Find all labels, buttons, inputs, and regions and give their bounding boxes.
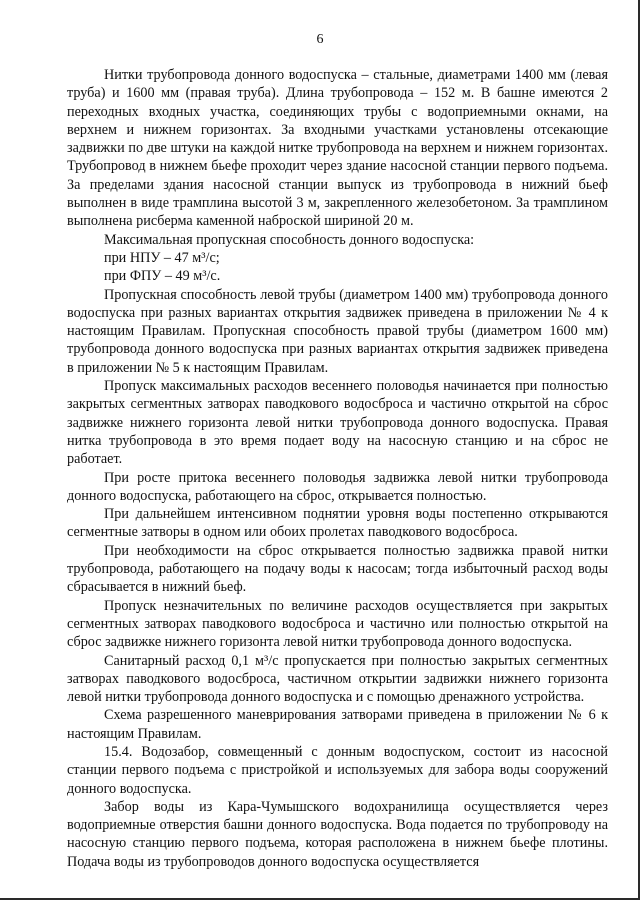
paragraph-small-flow: Пропуск незначительных по величине расходов осуществляется при закрытых сегментных затворах паводкового водосброса и частично или полностью открытой на сброс задвижке нижнего горизонта левой нитки трубопровода донного водоспуска.	[67, 597, 608, 651]
paragraph-gates-open: При дальнейшем интенсивном поднятии уровня воды постепенно открываются сегментные затворы в одном или обоих пролетах паводкового водосброса.	[67, 506, 608, 541]
paragraph-water-intake: Забор воды из Кара-Чумышского водохранилища осуществляется через водоприемные отверстия башни донного водоспуска. Вода подается по трубопроводу на насосную станцию первого подъема, которая расположена в нижнем бьефе плотины. Подача воды из трубопроводов донного водоспуска осуществляется	[67, 798, 608, 870]
capacity-npu: при НПУ – 47 м³/с;	[104, 249, 220, 266]
paragraph-pipeline-description: Нитки трубопровода донного водоспуска – стальные, диаметрами 1400 мм (левая труба) и 1600 мм (правая труба). Длина трубопровода – 152 м. В башне имеются 2 переходных входных участка, соединяющих трубы с водоприемными окнами, на верхнем и нижнем горизонтах. За входными участками установлены отсекающие задвижки по две штуки на каждой нитке трубопровода на верхнем и нижнем горизонтах. Трубопровод в нижнем бьефе проходит через здание насосной станции первого подъема. За пределами здания насосной станции выпуск из трубопровода в нижний бьеф выполнен в виде трамплина высотой 3 м, закрепленного железобетоном. За трамплином выполнена рисберма каменной наброской шириной 20 м.	[67, 67, 608, 230]
paragraph-max-capacity: Максимальная пропускная способность донного водоспуска:	[104, 231, 475, 248]
paragraph-flood-start: Пропуск максимальных расходов весеннего половодья начинается при полностью закрытых сегментных затворах паводкового водосброса и частично открытой на сброс задвижке нижнего горизонта левой нитки трубопровода донного водоспуска. Правая нитка трубопровода в это время подает воду на насосную станцию и на сброс не работает.	[67, 378, 608, 468]
capacity-fpu: при ФПУ – 49 м³/с.	[104, 268, 221, 285]
paragraph-maneuver-scheme: Схема разрешенного маневрирования затворами приведена в приложении № 6 к настоящим Правилам.	[67, 707, 608, 742]
paragraph-right-pipe: При необходимости на сброс открывается полностью задвижка правой нитки трубопровода, работающего на подачу воды к насосам; тогда избыточный расход воды сбрасывается в нижний бьеф.	[67, 542, 608, 596]
page-number: 6	[316, 32, 324, 47]
document-body	[67, 66, 608, 871]
paragraph-sanitary-flow: Санитарный расход 0,1 м³/с пропускается при полностью закрытых сегментных затворах паводкового водосброса, частичном открытии задвижки нижнего горизонта левой нитки трубопровода донного водоспуска и с помощью дренажного устройства.	[67, 652, 608, 706]
paragraph-inflow-growth: При росте притока весеннего половодья задвижка левой нитки трубопровода донного водоспуска, работающего на сброс, открывается полностью.	[67, 469, 608, 504]
paragraph-section-15-4: 15.4. Водозабор, совмещенный с донным водоспуском, состоит из насосной станции первого подъема с пристройкой и используемых для забора воды сооружений донного водоспуска.	[67, 743, 608, 797]
paragraph-pipe-capacity: Пропускная способность левой трубы (диаметром 1400 мм) трубопровода донного водоспуска при разных вариантах открытия задвижек приведена в приложении № 4 к настоящим Правилам. Пропускная способность правой трубы (диаметром 1600 мм) трубопровода донного водоспуска при разных вариантах открытия задвижек приведена в приложении № 5 к настоящим Правилам.	[67, 286, 608, 376]
